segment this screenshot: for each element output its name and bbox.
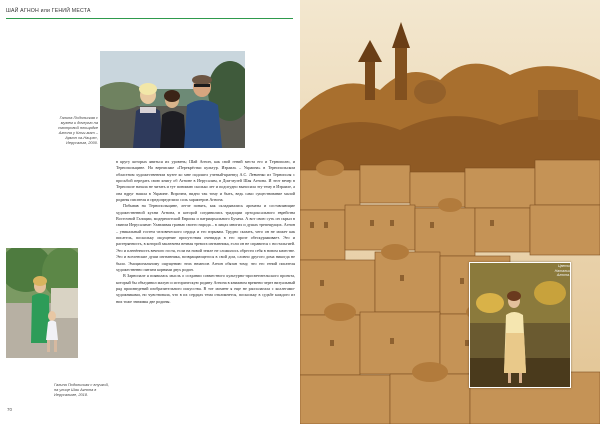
bottom-photo-caption: Галина Подольская с внучкой, на улице Шаи Агнона в Иерусалиме, 2018. [54,382,109,398]
header-title: ШАЙ АГНОН или ГЕНИЙ МЕСТА [6,8,91,14]
body-paragraph: Побывав на Тернопольщине, легче понять, как складывались ароматы и составляющие художественной кухни Агнона, в которой соединились традиции ортодоксального еврейства Восточной Галиции, модернистской Европы и патриархального Бучача. А вот свою суть он скрыл в святом Иерусалиме: Улавливая гранью своего народа – в лицах многих и душах трепещущих. Агнон – уникальный гостем человеческого сердца и его взрывам. Трудно сказать, чего он не может как писатель, поскольку ощущение присутствия очевидца в его прозе обескураживает. Это и растерянность, в которой заключена вечная тревога изгнанника, если он не справится с ностальгией. Это и пленённость вечного гостя, если на новой земле не сложилось обрести себя в новом качестве. Это и вселенские души изгнанника, возвращающегося в свой дом, словно другого дома никогда не было. Эмоциональному ощущению этих нюансов Агнон обязан тому, что его гений писателя художественно питаем корнями двух родин. [116,203,295,272]
flowers-inset-photo [469,262,571,388]
body-paragraph: в кругу которых явиться их уровень; Шай Агнон, как свой гений места его и Тернополю, и Тернопольщине. На вернисаже «Перекрёстки культур. Израиль – Украина» в Тернопольском областном художественном музее ко мне подошел ученый-краевед А.С. Левченко из Тернополя с просьбой передать свою книгу об Агноне в Иерусалим, в Дом-музей Шая Агнона. И этот вечер в Тернополе начала не читать и тут понимаю сколько лет и подспудно выносила эту тему в Израиле, а она вдруг нашла в Украине. Впрочем, видно так тому и быть, ведь само существование малой родины писателя и предопределило соль характеров Агнона. [116,159,295,203]
page-number: 70 [7,407,13,412]
top-photo-caption: Галина Подольская с мужем и дочерью на смотровой площадке Агнона у Кльы-мат – Армон ха-Нацив», Иерусалим, 2000. [58,115,98,146]
article-body [116,159,295,305]
running-header [6,4,293,19]
body-paragraph: В Зарнопале я появилась мысль о создании совместного культурно-просветительского проекта, который бы объединил малую и историческую родину Агнона в книжном времени через визуальный ряд произведений изобразительного искусства. В тот момент я еще не располагала с коллегами-художниками, но чувствовала, что в их сердцах тема откликнется, поскольку в судьбе каждого из них тоже значимы две родины. [116,273,295,304]
family-photo [100,51,245,148]
inset-caption: Цветы Натальи Агнона. [554,264,570,278]
grandchild-photo [6,248,78,358]
